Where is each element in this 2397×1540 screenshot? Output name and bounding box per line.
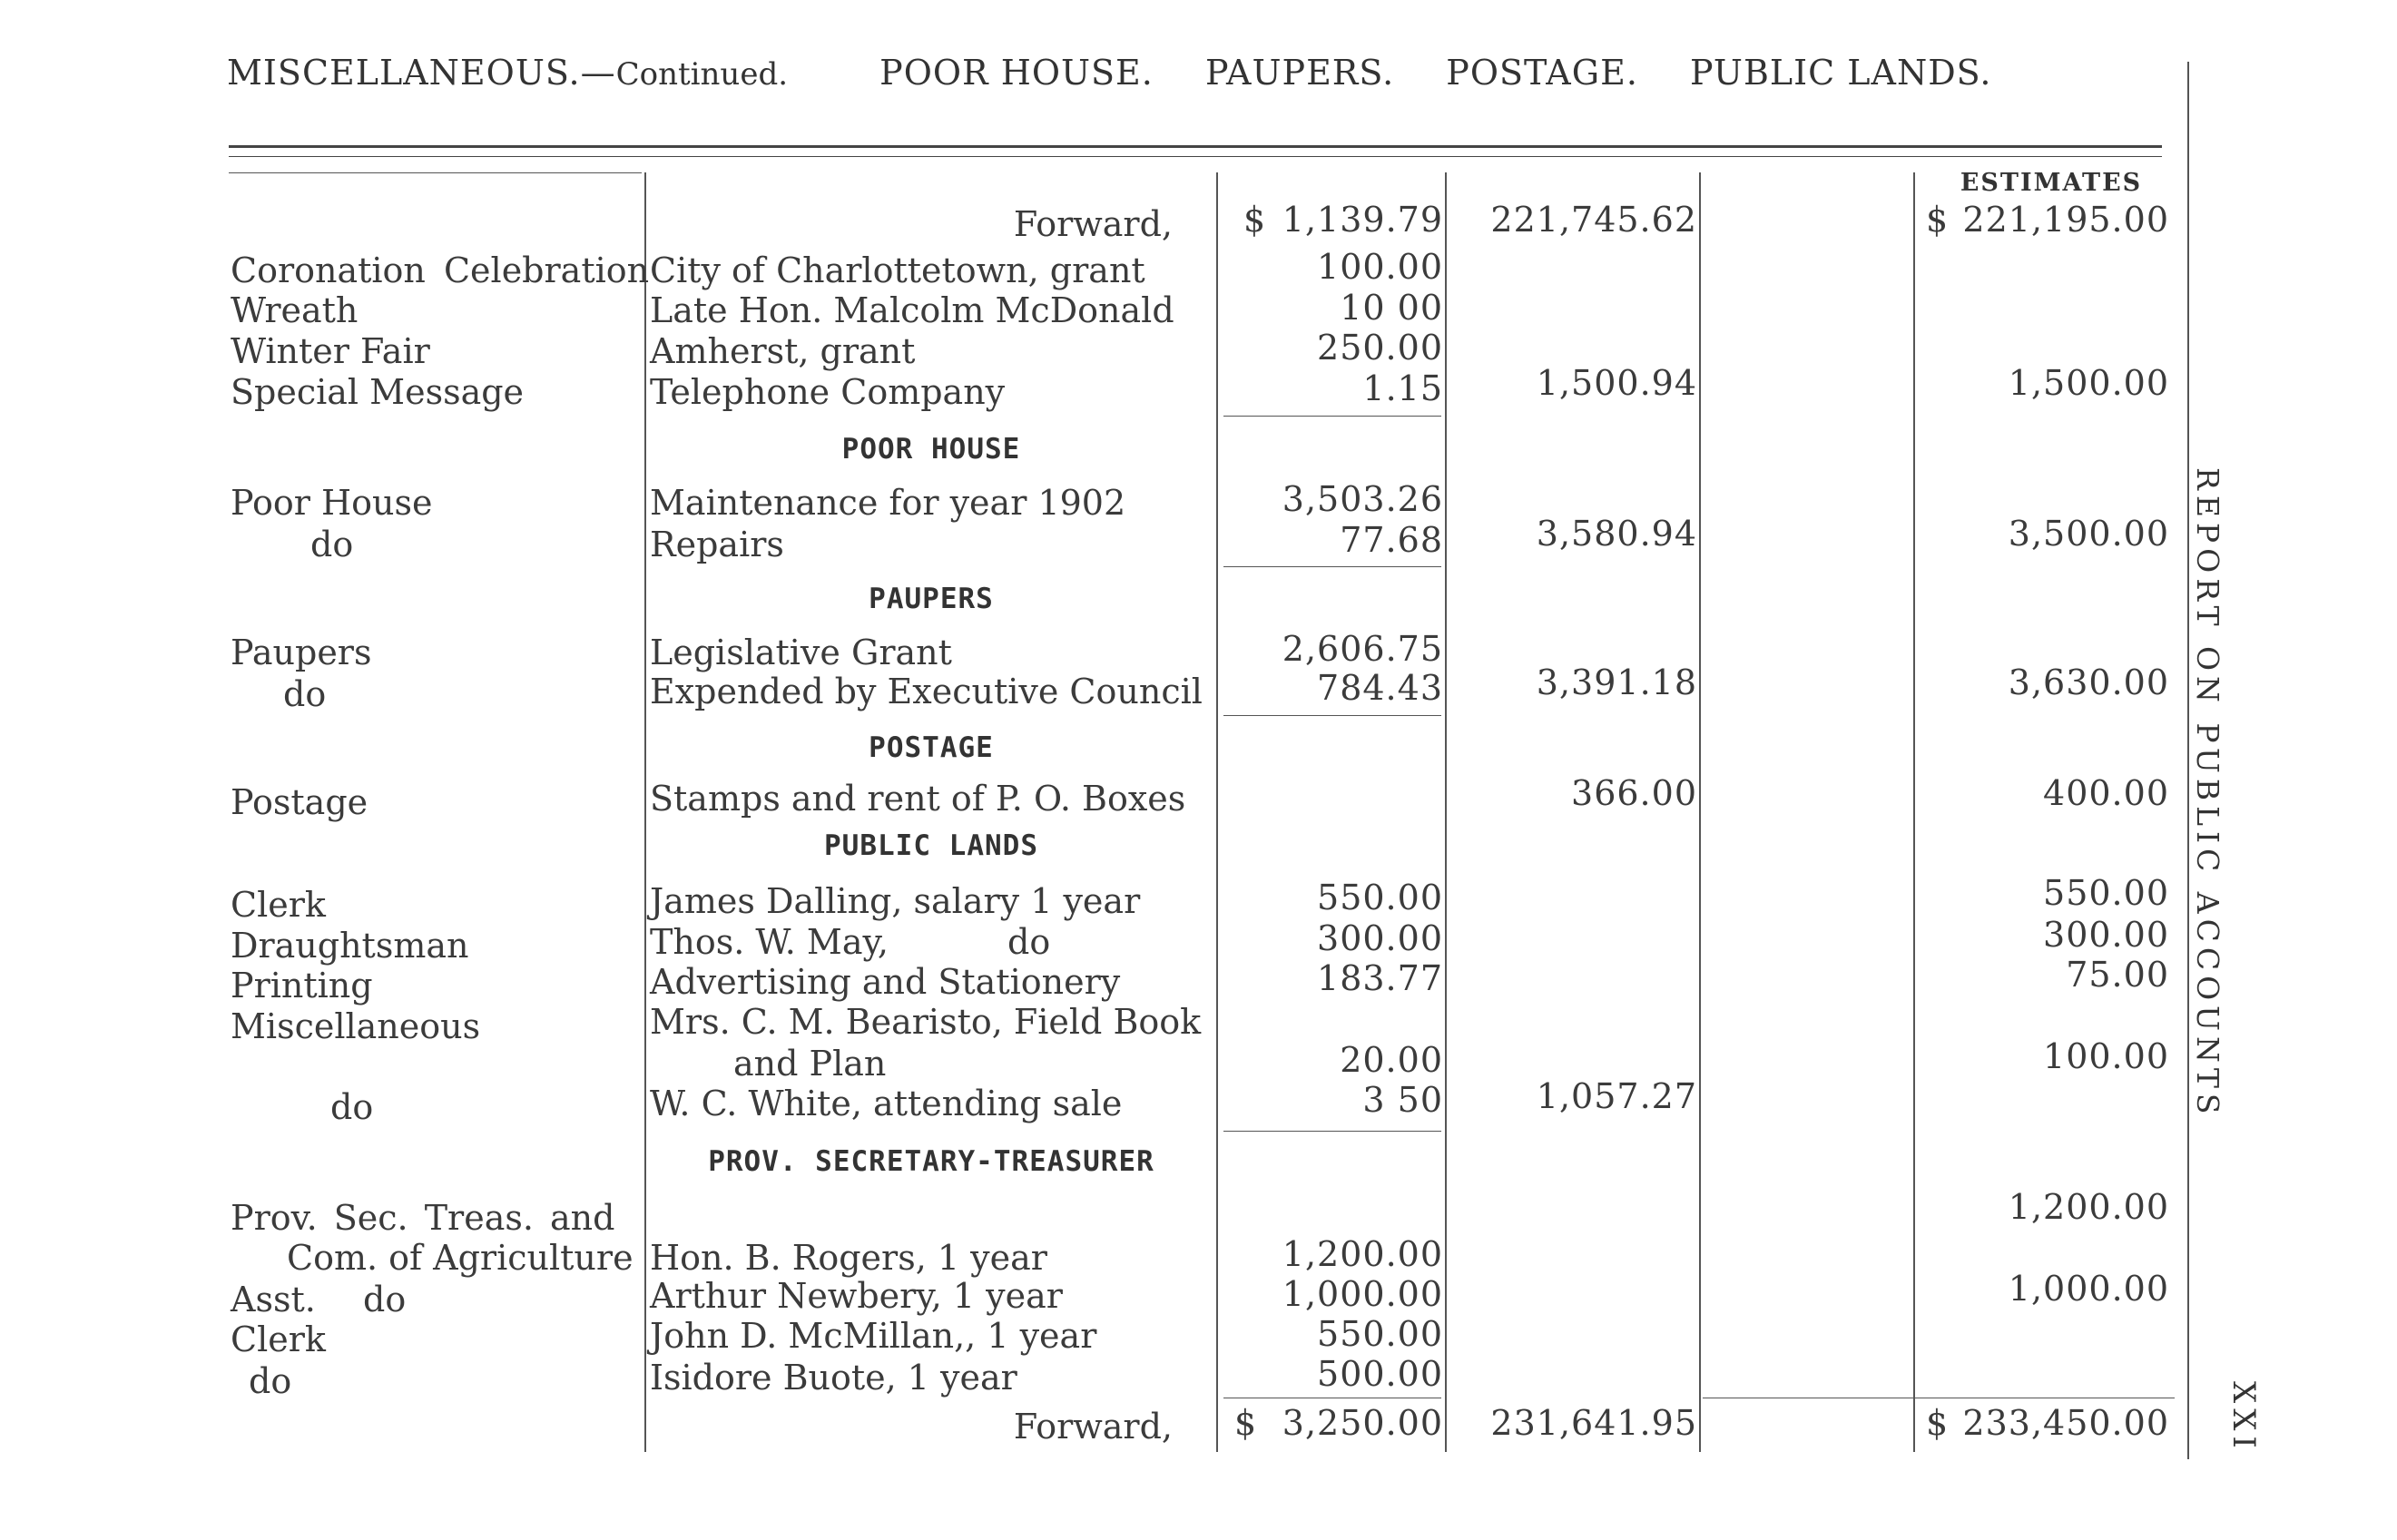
row-label: do — [330, 1087, 374, 1127]
section-heading-postage: POSTAGE — [869, 731, 994, 764]
page-header — [227, 53, 2178, 93]
column-line-amount — [1216, 172, 1218, 1452]
row-desc: Isidore Buote, 1 year — [650, 1358, 1017, 1398]
row-desc: Legislative Grant — [650, 633, 952, 672]
label-column-rule — [229, 172, 642, 173]
row-label: do — [249, 1361, 292, 1401]
row-total: 3,580.94 — [1536, 514, 1697, 554]
row-label: Prov. Sec. Treas. and — [231, 1198, 615, 1238]
subtotal-rule — [1223, 715, 1441, 716]
row-desc: Mrs. C. M. Bearisto, Field Book — [650, 1002, 1202, 1042]
row-amount: 77.68 — [1340, 520, 1443, 560]
row-desc-ditto: do — [1007, 922, 1051, 962]
row-desc: City of Charlottetown, grant — [650, 250, 1145, 290]
row-estimate: 3,630.00 — [2008, 662, 2169, 702]
subtotal-rule — [1223, 416, 1441, 417]
forward-top-label: Forward, — [1013, 204, 1173, 244]
row-estimate: 100.00 — [2043, 1036, 2169, 1076]
row-estimate: 1,000.00 — [2008, 1269, 2169, 1309]
row-label: Com. of Agriculture — [287, 1238, 634, 1278]
subtotal-rule — [1223, 1131, 1441, 1132]
header-postage: POSTAGE. — [1446, 53, 1638, 93]
row-estimate: 550.00 — [2043, 873, 2169, 913]
row-desc: John D. McMillan,, 1 year — [650, 1316, 1097, 1356]
row-estimate: 300.00 — [2043, 915, 2169, 955]
row-amount: 300.00 — [1317, 918, 1443, 958]
section-heading-poor-house: POOR HOUSE — [841, 433, 1021, 466]
row-desc: and Plan — [733, 1044, 887, 1084]
row-label: Poor House — [231, 483, 433, 523]
row-estimate: 75.00 — [2066, 955, 2169, 995]
row-label-ditto: do — [363, 1280, 407, 1319]
row-amount: 3,503.26 — [1282, 479, 1443, 519]
forward-bottom-est-dollar: $ — [1926, 1403, 1949, 1443]
row-amount: 550.00 — [1317, 878, 1443, 917]
row-amount: 2,606.75 — [1282, 629, 1443, 669]
row-label: Printing — [231, 966, 373, 1005]
estimates-header: ESTIMATES — [1960, 169, 2143, 197]
row-desc: Thos. W. May, — [650, 922, 889, 962]
page-number: XXI — [2225, 1381, 2262, 1454]
header-paupers: PAUPERS. — [1204, 53, 1395, 93]
row-desc: Amherst, grant — [650, 331, 916, 371]
forward-top-amount: 1,139.79 — [1282, 200, 1443, 240]
forward-bottom-dollar: $ — [1234, 1403, 1257, 1443]
row-amount: 784.43 — [1317, 668, 1443, 708]
forward-bottom-amount: 3,250.00 — [1282, 1403, 1443, 1443]
row-label: Special Message — [231, 372, 525, 412]
side-title: REPORT ON PUBLIC ACCOUNTS — [2190, 467, 2225, 1120]
row-amount: 1,200.00 — [1282, 1234, 1443, 1274]
row-desc: Expended by Executive Council — [650, 672, 1203, 711]
row-amount: 10 00 — [1340, 288, 1443, 328]
column-line-estimate — [1913, 172, 1915, 1452]
row-label: Draughtsman — [231, 926, 469, 966]
row-estimate: 1,200.00 — [2008, 1187, 2169, 1227]
row-amount: 550.00 — [1317, 1314, 1443, 1354]
forward-top-estimate: 221,195.00 — [1962, 200, 2169, 240]
row-label: do — [310, 525, 354, 564]
row-amount: 1,000.00 — [1282, 1274, 1443, 1314]
forward-bottom-total: 231,641.95 — [1490, 1403, 1697, 1443]
row-desc: Stamps and rent of P. O. Boxes — [650, 779, 1186, 819]
row-desc: James Dalling, salary 1 year — [650, 881, 1141, 921]
row-label: Paupers — [231, 633, 372, 672]
row-label: Coronation Celebration — [231, 250, 650, 290]
row-amount: 100.00 — [1317, 247, 1443, 287]
row-label: Clerk — [231, 1319, 326, 1359]
row-total: 366.00 — [1571, 773, 1697, 813]
row-amount: 250.00 — [1317, 328, 1443, 368]
section-heading-paupers: PAUPERS — [869, 583, 994, 615]
row-total: 3,391.18 — [1536, 662, 1697, 702]
column-line-desc — [644, 172, 646, 1452]
row-amount: 183.77 — [1317, 958, 1443, 998]
row-amount: 3 50 — [1362, 1080, 1443, 1120]
section-heading-prov-sec-treasurer: PROV. SECRETARY-TREASURER — [708, 1145, 1154, 1178]
row-label: Asst. — [231, 1280, 316, 1319]
column-line-total — [1699, 172, 1701, 1452]
forward-bottom-label: Forward, — [1013, 1407, 1173, 1447]
row-estimate: 400.00 — [2043, 773, 2169, 813]
row-amount: 1.15 — [1362, 368, 1443, 408]
forward-bottom-estimate: 233,450.00 — [1962, 1403, 2169, 1443]
row-label: Wreath — [231, 290, 359, 330]
header-poor-house: POOR HOUSE. — [879, 53, 1154, 93]
row-estimate: 3,500.00 — [2008, 514, 2169, 554]
row-total: 1,057.27 — [1536, 1076, 1697, 1116]
row-desc: Repairs — [650, 525, 784, 564]
row-estimate: 1,500.00 — [2008, 363, 2169, 403]
row-desc: Late Hon. Malcolm McDonald — [650, 290, 1174, 330]
row-desc: Telephone Company — [650, 372, 1006, 412]
row-amount: 500.00 — [1317, 1354, 1443, 1394]
forward-top-est-dollar: $ — [1926, 200, 1949, 240]
header-miscellaneous: MISCELLANEOUS.— — [227, 53, 616, 93]
row-label: Clerk — [231, 885, 326, 925]
row-desc: W. C. White, attending sale — [650, 1084, 1123, 1123]
row-amount: 20.00 — [1340, 1040, 1443, 1080]
forward-top-total: 221,745.62 — [1490, 200, 1697, 240]
header-rule-thick — [229, 145, 2162, 148]
row-label: Miscellaneous — [231, 1006, 481, 1046]
header-public-lands: PUBLIC LANDS. — [1690, 53, 1992, 93]
row-desc: Hon. B. Rogers, 1 year — [650, 1238, 1047, 1278]
row-desc: Arthur Newbery, 1 year — [650, 1276, 1063, 1316]
row-label: do — [283, 674, 327, 714]
subtotal-rule — [1223, 566, 1441, 567]
section-heading-public-lands: PUBLIC LANDS — [824, 829, 1038, 862]
row-label: Winter Fair — [231, 331, 430, 371]
header-rule-thin — [229, 156, 2162, 157]
row-desc: Advertising and Stationery — [650, 962, 1121, 1002]
column-line-blank — [1445, 172, 1447, 1452]
row-total: 1,500.94 — [1536, 363, 1697, 403]
forward-top-dollar: $ — [1243, 200, 1266, 240]
row-desc: Maintenance for year 1902 — [650, 483, 1126, 523]
header-continued: Continued. — [615, 56, 789, 93]
row-label: Postage — [231, 782, 368, 822]
